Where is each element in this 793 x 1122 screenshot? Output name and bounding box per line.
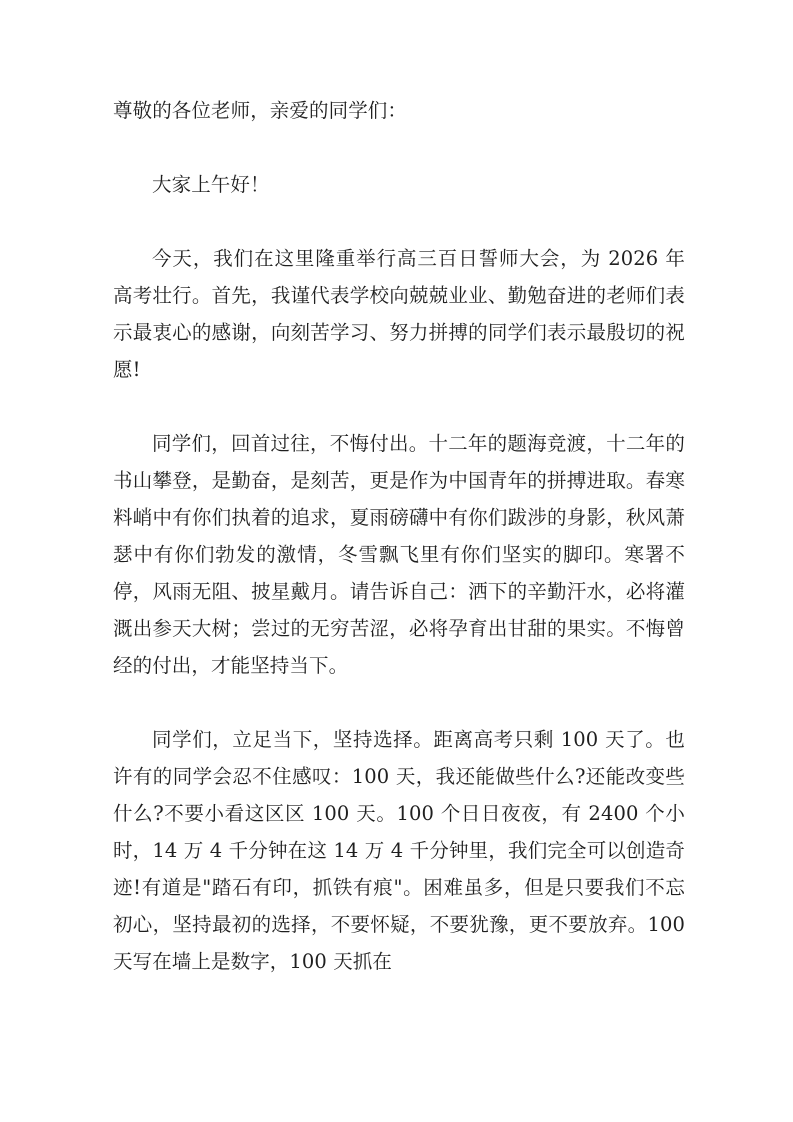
document-body bbox=[113, 92, 685, 980]
salutation-line: 尊敬的各位老师，亲爱的同学们： bbox=[113, 99, 408, 122]
paragraph-3: 同学们，立足当下，坚持选择。距离高考只剩 100 天了。也许有的同学会忍不住感叹：100 天，我还能做些什么?还能改变些什么?不要小看这区区 100 天。100 个日日夜夜，有 2400 个小时，14 万 4 千分钟在这 14 万 4 千分钟里，我们完全可以创造奇迹!有道是"踏石有印，抓铁有痕"。困难虽多，但是只要我们不忘初心，坚持最初的选择，不要怀疑，不要犹豫，更不要放弃。100 天写在墙上是数字，100 天抓在 bbox=[113, 728, 685, 973]
paragraph-1: 今天，我们在这里隆重举行高三百日誓师大会，为 2026 年高考壮行。首先，我谨代表学校向兢兢业业、勤勉奋进的老师们表示最衷心的感谢，向刻苦学习、努力拼搏的同学们表示最殷切的祝愿! bbox=[113, 247, 685, 381]
paragraph-2: 同学们，回首过往，不悔付出。十二年的题海竞渡，十二年的书山攀登，是勤奋，是刻苦，更是作为中国青年的拼搏进取。春寒料峭中有你们执着的追求，夏雨磅礴中有你们跋涉的身影，秋风萧瑟中有你们勃发的激情，冬雪飘飞里有你们坚实的脚印。寒署不停，风雨无阻、披星戴月。请告诉自己：洒下的辛勤汗水，必将灌溉出参天大树；尝过的无穷苦涩，必将孕育出甘甜的果实。不悔曾经的付出，才能坚持当下。 bbox=[113, 432, 685, 677]
greeting-line: 大家上午好！ bbox=[152, 173, 270, 196]
